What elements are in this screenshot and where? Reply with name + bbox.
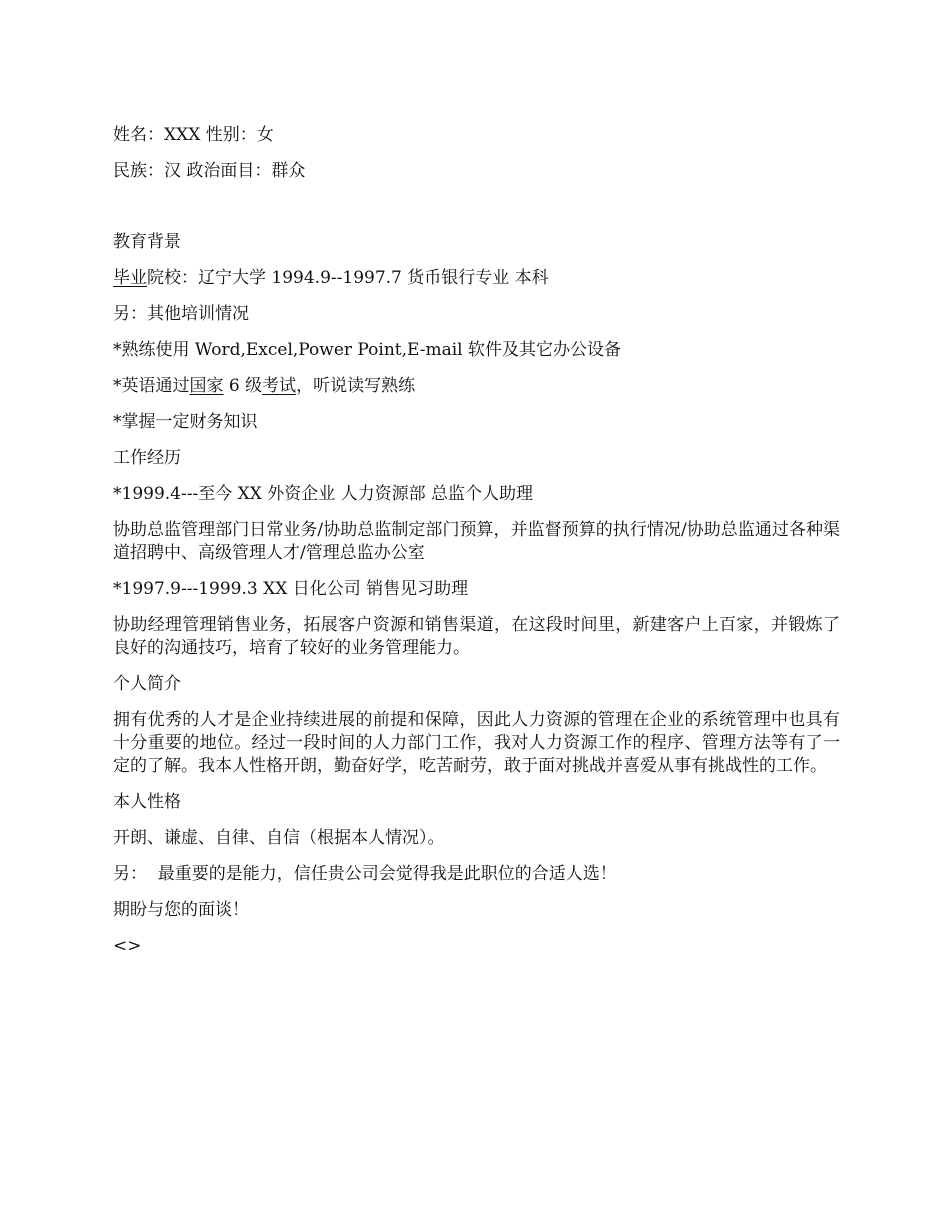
skill-office-line: *熟练使用 Word,Excel,Power Point,E-mail 软件及其它办公设备 bbox=[113, 340, 622, 360]
personal-info-line: 民族：汉 政治面目：群众 bbox=[113, 161, 306, 181]
skill-english-underlined: 考试 bbox=[262, 376, 297, 396]
work-heading: 工作经历 bbox=[113, 448, 181, 468]
profile-heading: 个人简介 bbox=[113, 674, 181, 694]
education-heading: 教育背景 bbox=[113, 232, 181, 252]
job-title: *1999.4---至今 XX 外资企业 人力资源部 总监个人助理 bbox=[113, 484, 534, 504]
closing-note: 另： 最重要的是能力，信任贵公司会觉得我是此职位的合适人选！ bbox=[113, 864, 617, 884]
closing-line: 期盼与您的面谈！ bbox=[113, 900, 249, 920]
personal-info-line: 姓名：XXX 性别：女 bbox=[113, 125, 274, 145]
job-title: *1997.9---1999.3 XX 日化公司 销售见习助理 bbox=[113, 579, 469, 599]
job-description: 协助总监管理部门日常业务/协助总监制定部门预算，并监督预算的执行情况/协助总监通过各种渠道招聘中、高级管理人才/管理总监办公室 bbox=[113, 520, 841, 563]
skill-english-text: 6 级 bbox=[223, 376, 263, 396]
skill-english-text: ，听说读写熟练 bbox=[296, 376, 416, 396]
school-line bbox=[113, 267, 840, 290]
school-underlined-text: 毕业 bbox=[113, 268, 147, 288]
profile-text: 拥有优秀的人才是企业持续进展的前提和保障，因此人力资源的管理在企业的系统管理中也具有十分重要的地位。经过一段时间的人力部门工作，我对人力资源工作的程序、管理方法等有了一定的了解。我本人性格开朗，勤奋好学，吃苦耐劳，敢于面对挑战并喜爱从事有挑战性的工作。 bbox=[113, 710, 840, 776]
character-text: 开朗、谦虚、自律、自信（根据本人情况）。 bbox=[113, 828, 445, 848]
character-heading: 本人性格 bbox=[113, 792, 181, 812]
skill-english-text: *英语通过 bbox=[113, 376, 190, 396]
job-description: 协助经理管理销售业务，拓展客户资源和销售渠道，在这段时间里，新建客户上百家，并锻炼了良好的沟通技巧，培育了较好的业务管理能力。 bbox=[113, 615, 840, 658]
skill-finance-line: *掌握一定财务知识 bbox=[113, 412, 258, 432]
tail-text: <> bbox=[113, 936, 142, 956]
other-training-line: 另：其他培训情况 bbox=[113, 304, 249, 324]
resume-document bbox=[113, 124, 840, 971]
skill-english-underlined: 国家 bbox=[189, 376, 224, 396]
skill-english-line bbox=[113, 375, 840, 398]
school-text: 院校：辽宁大学 1994.9--1997.7 货币银行专业 本科 bbox=[147, 268, 549, 288]
